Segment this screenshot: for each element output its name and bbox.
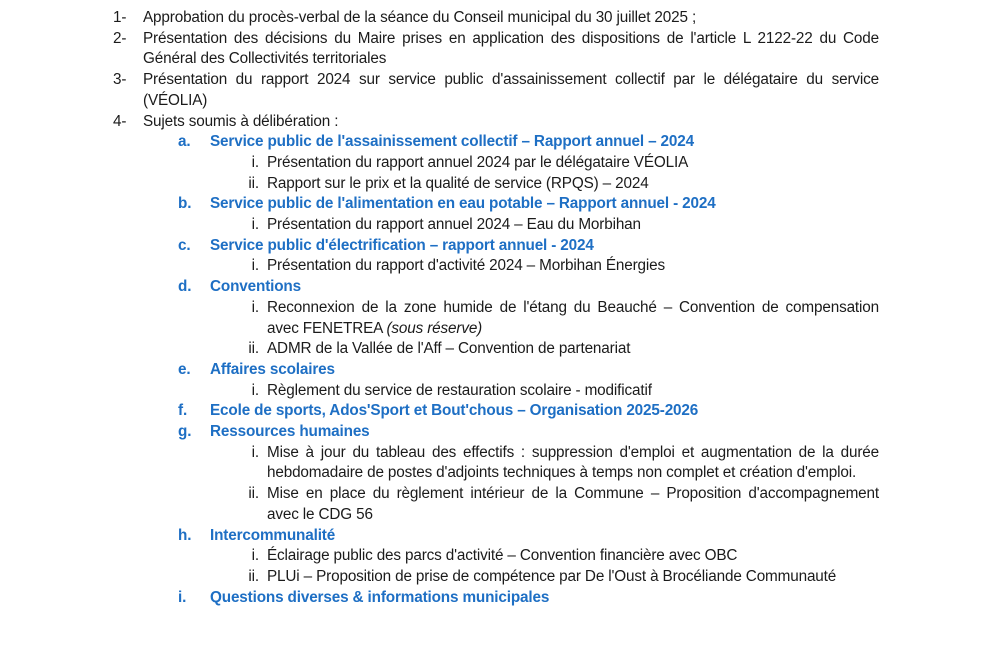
agenda-item-level1: [113, 8, 879, 29]
item-marker: g.: [178, 423, 192, 441]
item-text: Présentation du rapport annuel 2024 par le délégataire VÉOLIA: [267, 153, 689, 171]
item-text: Ecole de sports, Ados'Sport et Bout'chous – Organisation 2025-2026: [210, 402, 699, 420]
agenda-item-level3: [210, 153, 879, 174]
item-marker: i.: [251, 547, 259, 565]
agenda-item-level1: [113, 112, 879, 609]
item-text: Affaires scolaires: [210, 360, 335, 378]
item-text: Service public de l'alimentation en eau potable – Rapport annuel - 2024: [210, 195, 716, 213]
sub-items: [210, 256, 879, 277]
agenda-item-level3: [210, 215, 879, 236]
agenda-item-level3: [210, 174, 879, 195]
item-marker: f.: [178, 402, 188, 420]
sub-items: [210, 298, 879, 360]
item-text: Ressources humaines: [210, 423, 370, 441]
sub-items: [210, 443, 879, 526]
item-note-italic: (sous réserve): [386, 319, 483, 337]
item-text: Présentation des décisions du Maire prises en application des dispositions de l'article L 2122-22 du Code Général des Collectivités territoriales: [143, 29, 879, 68]
item-marker: a.: [178, 133, 191, 151]
item-text: Sujets soumis à délibération :: [143, 112, 339, 130]
item-text: Présentation du rapport 2024 sur service public d'assainissement collectif par le délégataire du service (VÉOLIA): [143, 71, 879, 109]
sub-items: [210, 215, 879, 236]
agenda-item-level2: [178, 236, 879, 277]
item-marker: ii.: [248, 340, 259, 358]
agenda-item-level1: [113, 70, 879, 111]
agenda-item-level3: [210, 256, 879, 277]
item-text: Service public de l'assainissement collectif – Rapport annuel – 2024: [210, 133, 694, 151]
item-marker: i.: [251, 443, 259, 461]
item-marker: e.: [178, 360, 191, 378]
item-marker: i.: [178, 588, 187, 606]
item-marker: i.: [251, 257, 259, 275]
item-marker: 4-: [113, 112, 127, 130]
agenda-item-level3: [210, 443, 879, 484]
agenda-item-level2: [178, 526, 879, 588]
item-text: Présentation du rapport annuel 2024 – Eau du Morbihan: [267, 216, 641, 234]
agenda-item-level3: [210, 546, 879, 567]
item-text: ADMR de la Vallée de l'Aff – Convention de partenariat: [267, 340, 631, 358]
item-text: Service public d'électrification – rapport annuel - 2024: [210, 236, 594, 254]
agenda-item-level3: [210, 339, 879, 360]
agenda-item-level2: [178, 277, 879, 360]
item-marker: ii.: [248, 485, 259, 503]
sub-items: [210, 546, 879, 587]
item-marker: b.: [178, 195, 192, 213]
item-text: Règlement du service de restauration scolaire - modificatif: [267, 381, 652, 399]
item-text: Rapport sur le prix et la qualité de service (RPQS) – 2024: [267, 174, 649, 192]
agenda-item-level3: [210, 298, 879, 339]
item-marker: h.: [178, 526, 192, 544]
item-text: Mise en place du règlement intérieur de la Commune – Proposition d'accompagnement avec le CDG 56: [267, 485, 879, 523]
item-marker: i.: [251, 298, 259, 316]
agenda-item-level3: [210, 484, 879, 525]
agenda-item-level2: [178, 360, 879, 401]
item-text: Reconnexion de la zone humide de l'étang du Beauché – Convention de compensation avec FENETREA (sous réserve): [267, 298, 879, 337]
item-marker: 1-: [113, 9, 127, 26]
agenda-item-level1: [113, 29, 879, 70]
agenda-item-level3: [210, 381, 879, 402]
agenda-item-level2: [178, 588, 879, 609]
item-marker: 2-: [113, 29, 127, 47]
item-marker: i.: [251, 381, 259, 399]
item-text: Mise à jour du tableau des effectifs : suppression d'emploi et augmentation de la durée hebdomadaire de postes d'adjoints techniques à temps non complet et création d'emploi.: [267, 443, 879, 482]
item-text: PLUi – Proposition de prise de compétence par De l'Oust à Brocéliande Communauté: [267, 567, 837, 585]
agenda-item-level3: [210, 567, 879, 588]
sub-items: [210, 153, 879, 194]
item-marker: ii.: [248, 567, 259, 585]
item-text: Questions diverses & informations municipales: [210, 588, 550, 606]
agenda-item-level2: [178, 422, 879, 526]
item-text: Approbation du procès-verbal de la séance du Conseil municipal du 30 juillet 2025 ;: [143, 9, 697, 26]
agenda-list: [113, 8, 879, 608]
agenda-item-level2: [178, 194, 879, 235]
item-marker: i.: [251, 153, 259, 171]
item-marker: ii.: [248, 174, 259, 192]
sub-items: [210, 381, 879, 402]
item-marker: c.: [178, 236, 191, 254]
item-text: Présentation du rapport d'activité 2024 – Morbihan Énergies: [267, 257, 665, 275]
item-marker: 3-: [113, 71, 127, 89]
item-text: Intercommunalité: [210, 526, 336, 544]
agenda-item-level2: [178, 132, 879, 194]
item-text: Éclairage public des parcs d'activité – Convention financière avec OBC: [267, 547, 738, 565]
item-marker: d.: [178, 278, 192, 296]
agenda-item-level2: [178, 401, 879, 422]
item-marker: i.: [251, 216, 259, 234]
item-text: Conventions: [210, 278, 301, 296]
sub-items: [143, 132, 879, 608]
